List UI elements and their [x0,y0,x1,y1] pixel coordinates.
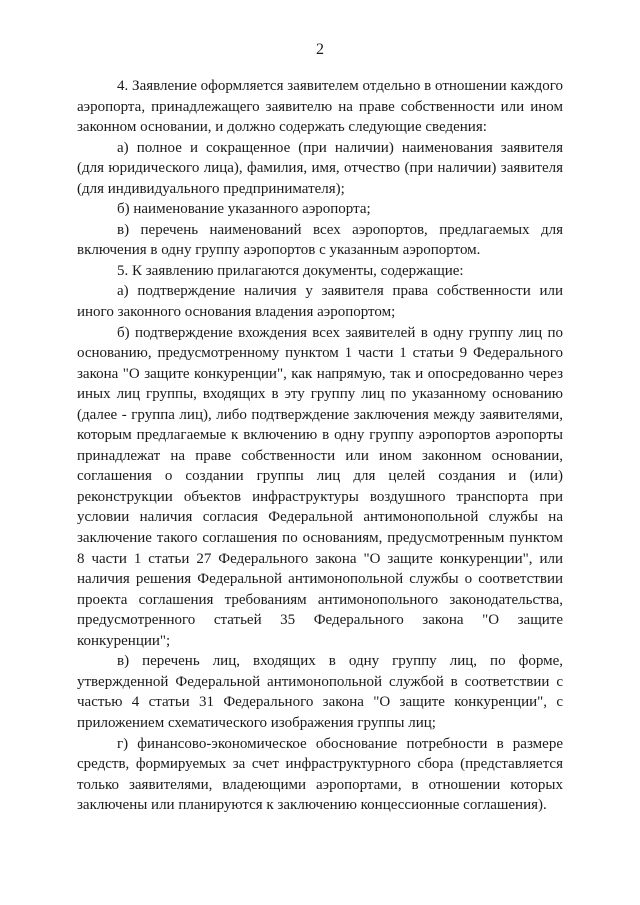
page-number: 2 [316,41,324,58]
paragraph-4: 4. Заявление оформляется заявителем отдельно в отношении каждого аэропорта, принадлежащего заявителю на праве собственности или ином законном основании, и должно содержать следующие сведения: [77,78,563,136]
paragraph-5: 5. К заявлению прилагаются документы, содержащие: [117,262,464,279]
paragraph-5v: в) перечень лиц, входящих в одну группу лиц, по форме, утвержденной Федеральной антимонопольной службой в соответствии с частью 4 статьи 31 Федерального закона "О защите конкуренции", с приложением схематического изображения группы лиц; [77,653,563,731]
paragraph-4v: в) перечень наименований всех аэропортов, предлагаемых для включения в одну группу аэропортов с указанным аэропортом. [77,221,563,259]
paragraph-5g: г) финансово-экономическое обоснование потребности в размере средств, формируемых за счет инфраструктурного сбора (представляется только заявителями, владеющими аэропортами, в отношении которых заключены или планируются к заключению концессионные соглашения). [77,735,563,814]
paragraph-4b: б) наименование указанного аэропорта; [117,201,371,218]
document-body [77,76,563,816]
paragraph-5b: б) подтверждение вхождения всех заявителей в одну группу лиц по основанию, предусмотренному пунктом 1 части 1 статьи 9 Федерального закона "О защите конкуренции", как напрямую, так и опосредованно через иных лиц группы, входящих в эту группу лиц по указанному основанию (далее - группа лиц), либо подтверждение заключения между заявителями, которым предлагаемые к включению в одну группу аэропортов аэропорты принадлежат на праве собственности или ином законном основании, соглашения о создании группы лиц для целей создания и (или) реконструкции объектов инфраструктуры воздушного транспорта при условии наличия согласия Федеральной антимонопольной службы на заключение такого соглашения по основаниям, предусмотренным пунктом 8 части 1 статьи 27 Федерального закона "О защите конкуренции", или наличия решения Федеральной антимонопольной службы о соответствии проекта соглашения требованиям антимонопольного законодательства, предусмотренного статьей 35 Федерального закона "О защите конкуренции"; [77,324,563,649]
paragraph-5a: а) подтверждение наличия у заявителя права собственности или иного законного основания владения аэропортом; [77,283,563,321]
paragraph-4a: а) полное и сокращенное (при наличии) наименования заявителя (для юридического лица), фамилия, имя, отчество (при наличии) заявителя (для индивидуального предпринимателя); [77,139,563,197]
